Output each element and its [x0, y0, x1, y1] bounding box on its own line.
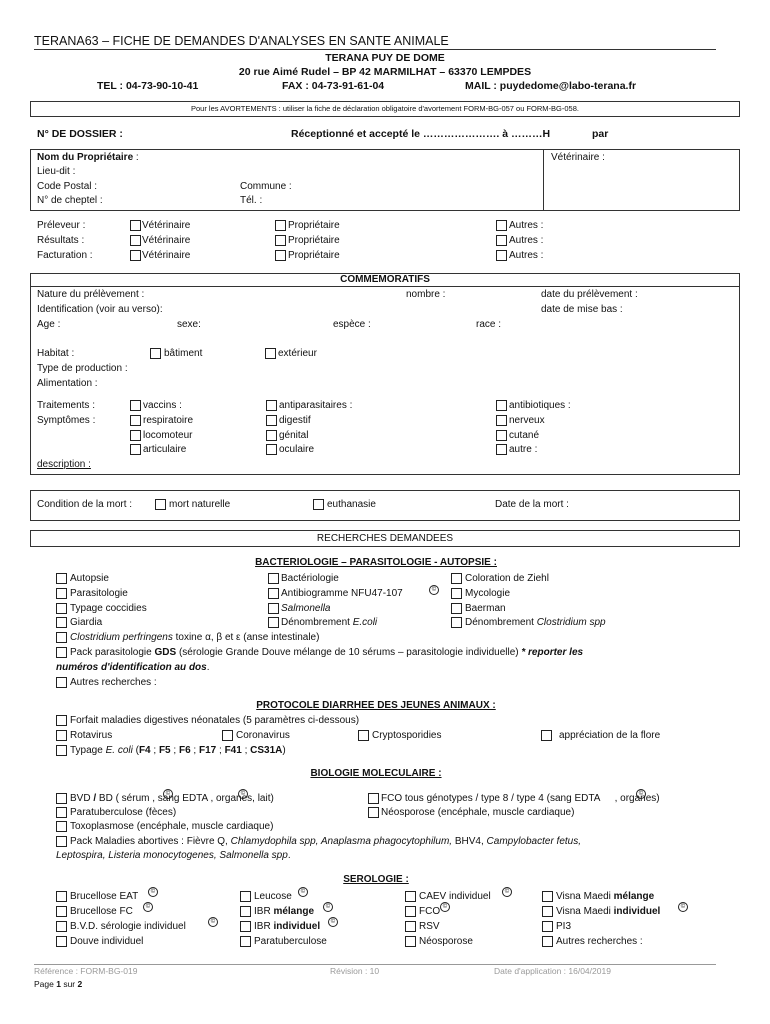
antibiogramme-checkbox[interactable]: [268, 588, 279, 599]
pack-abortives-species1: Chlamydophila spp, Anaplasma phagocytophilum,: [230, 836, 453, 847]
brucellose-fc-checkbox[interactable]: [56, 906, 67, 917]
typage-ecoli-label: [70, 745, 286, 756]
org-address: 20 rue Aimé Rudel – BP 42 MARMILHAT – 63370 LEMPDES: [238, 66, 532, 78]
footer-revision: Révision : 10: [330, 966, 380, 976]
digestif-label: digestif: [279, 415, 311, 426]
ibr-individuel-checkbox[interactable]: [240, 921, 251, 932]
neosporose-sero-checkbox[interactable]: [405, 936, 416, 947]
accredited-icon: [429, 583, 439, 595]
bvd-bd-checkbox[interactable]: [56, 793, 67, 804]
typage-cs31a: CS31A: [250, 745, 283, 756]
accredited-icon: [298, 885, 308, 897]
autre-label: autre :: [509, 444, 538, 455]
typage-sep5: ;: [241, 745, 251, 756]
respiratoire-label: respiratoire: [143, 415, 194, 426]
page-total: 2: [77, 979, 83, 989]
exterieur-label: extérieur: [278, 348, 317, 359]
denombrement-clost-species: Clostridium spp: [536, 617, 606, 628]
respiratoire-checkbox[interactable]: [130, 415, 141, 426]
pack-abortives-species2: Campylobacter fetus,: [486, 836, 582, 847]
paratub-molec-checkbox[interactable]: [56, 807, 67, 818]
vaccins-label: vaccins :: [143, 400, 182, 411]
accredited-icon: [143, 900, 153, 912]
bacteriologie-label: Bactériologie: [281, 573, 339, 584]
pack-abortives-line2: [56, 850, 291, 861]
paratub-sero-checkbox[interactable]: [240, 936, 251, 947]
accredited-icon: [328, 915, 338, 927]
typage-f41: F41: [224, 745, 242, 756]
mort-naturelle-checkbox[interactable]: [155, 499, 166, 510]
pack-abortives-label: [70, 836, 581, 847]
accredited-icon: [678, 900, 688, 912]
bvd-organes: , organes, lait): [210, 793, 274, 804]
locomoteur-label: locomoteur: [143, 430, 193, 441]
coloration-checkbox[interactable]: [451, 573, 462, 584]
typage-coccidies-checkbox[interactable]: [56, 603, 67, 614]
euthanasie-checkbox[interactable]: [313, 499, 324, 510]
typage-f4: F4: [138, 745, 151, 756]
denombrement-ecoli-text: Dénombrement: [281, 617, 353, 628]
forfait-label: Forfait maladies digestives néonatales (5 paramètres ci-dessous): [70, 715, 360, 726]
pi3-label: PI3: [556, 921, 572, 932]
parasitologie-label: Parasitologie: [70, 588, 128, 599]
typage-sep1: ;: [150, 745, 159, 756]
dossier-received: Réceptionné et accepté le …………………. à ………H: [291, 128, 551, 140]
facturation-vet-label: Vétérinaire: [142, 250, 191, 261]
bvd-sero-checkbox[interactable]: [56, 921, 67, 932]
accredited-icon: [163, 787, 173, 799]
denombrement-ecoli-species: E.coli: [352, 617, 378, 628]
digestif-checkbox[interactable]: [266, 415, 277, 426]
bvd-text: BVD: [70, 793, 94, 804]
owner-name-row: [37, 152, 139, 163]
typage-paren-close: ): [282, 745, 286, 756]
exterieur-checkbox[interactable]: [265, 348, 276, 359]
antiparasitaires-checkbox[interactable]: [266, 400, 277, 411]
page-text: Page: [34, 979, 57, 989]
owner-cheptel: N° de cheptel :: [37, 195, 103, 206]
crypto-label: Cryptosporidies: [372, 730, 442, 741]
visna-individuel-text: Visna Maedi: [556, 906, 614, 917]
batiment-checkbox[interactable]: [150, 348, 161, 359]
visna-melange-bold: mélange: [613, 891, 655, 902]
oculaire-checkbox[interactable]: [266, 444, 277, 455]
sero-title: SEROLOGIE :: [343, 874, 409, 885]
typage-sep2: ;: [170, 745, 179, 756]
role-preleveur: Préleveur :: [37, 220, 86, 231]
page-sur: sur: [60, 979, 78, 989]
visna-individuel-bold: individuel: [613, 906, 661, 917]
accredited-icon: [323, 900, 333, 912]
clostridium-checkbox[interactable]: [56, 632, 67, 643]
typage-paren-open: (: [132, 745, 139, 756]
diarrhee-title: PROTOCOLE DIARRHEE DES JEUNES ANIMAUX :: [256, 700, 496, 711]
death-condition: Condition de la mort :: [37, 499, 133, 510]
typage-f6: F6: [178, 745, 191, 756]
fco-sero-checkbox[interactable]: [405, 906, 416, 917]
giardia-checkbox[interactable]: [56, 617, 67, 628]
dossier-par: par: [592, 128, 609, 140]
ibr-individuel-text: IBR: [254, 921, 274, 932]
alimentation: Alimentation :: [37, 378, 98, 389]
pack-abortives-bhv4: BHV4,: [452, 836, 487, 847]
ibr-melange-label: [254, 906, 314, 917]
preleveur-vet-label: Vétérinaire: [142, 220, 191, 231]
description-label: description :: [37, 459, 91, 470]
pack-parasitologie-label: [70, 647, 583, 658]
preleveur-prop-label: Propriétaire: [288, 220, 340, 231]
facturation-prop-checkbox[interactable]: [275, 250, 286, 261]
visna-melange-text: Visna Maedi: [556, 891, 614, 902]
traitements: Traitements :: [37, 400, 95, 411]
antiparasitaires-label: antiparasitaires :: [279, 400, 353, 411]
ibr-melange-bold: mélange: [273, 906, 315, 917]
typage-coccidies-label: Typage coccidies: [70, 603, 147, 614]
accredited-icon: [238, 787, 248, 799]
paratub-molec-label: Paratuberculose (fèces): [70, 807, 177, 818]
antibiotiques-checkbox[interactable]: [496, 400, 507, 411]
douve-checkbox[interactable]: [56, 936, 67, 947]
fco-text: FCO tous génotypes / type 8 / type 4 (sang EDTA: [381, 793, 603, 804]
pack-period: .: [206, 662, 210, 673]
oculaire-label: oculaire: [279, 444, 315, 455]
title-rule: [34, 49, 716, 50]
resultats-prop-label: Propriétaire: [288, 235, 340, 246]
recherches-title: RECHERCHES DEMANDEES: [316, 533, 454, 544]
fco-genotypes-label: [381, 793, 660, 804]
owner-name-colon: :: [133, 152, 139, 163]
age: Age :: [37, 319, 61, 330]
autre-checkbox[interactable]: [496, 444, 507, 455]
vaccins-checkbox[interactable]: [130, 400, 141, 411]
rotavirus-label: Rotavirus: [70, 730, 113, 741]
resultats-autres-label: Autres :: [509, 235, 544, 246]
resultats-vet-checkbox[interactable]: [130, 235, 141, 246]
bvd-serum: BD ( sérum: [96, 793, 153, 804]
accredited-icon: [208, 915, 218, 927]
typage-text: Typage: [70, 745, 106, 756]
clostridium-species: Clostridium perfringens: [70, 632, 173, 643]
brucellose-eat-label: Brucellose EAT: [70, 891, 139, 902]
preleveur-vet-checkbox[interactable]: [130, 220, 141, 231]
pack-gds: GDS: [154, 647, 177, 658]
autres-recherches-bact-label: Autres recherches :: [70, 677, 157, 688]
facturation-prop-label: Propriétaire: [288, 250, 340, 261]
pi3-checkbox[interactable]: [542, 921, 553, 932]
role-resultats: Résultats :: [37, 235, 85, 246]
ibr-individuel-bold: individuel: [273, 921, 321, 932]
fco-genotypes-checkbox[interactable]: [368, 793, 379, 804]
douve-label: Douve individuel: [70, 936, 144, 947]
denombrement-clost-text: Dénombrement: [465, 617, 537, 628]
salmonella-checkbox[interactable]: [268, 603, 279, 614]
leucose-label: Leucose: [254, 891, 292, 902]
mort-naturelle-label: mort naturelle: [169, 499, 231, 510]
accredited-icon: [502, 885, 512, 897]
pack-parasitologie-checkbox[interactable]: [56, 647, 67, 658]
antibiotiques-label: antibiotiques :: [509, 400, 571, 411]
autres-sero-checkbox[interactable]: [542, 936, 553, 947]
resultats-autres-checkbox[interactable]: [496, 235, 507, 246]
genital-checkbox[interactable]: [266, 430, 277, 441]
preleveur-autres-checkbox[interactable]: [496, 220, 507, 231]
cutane-checkbox[interactable]: [496, 430, 507, 441]
role-facturation: Facturation :: [37, 250, 93, 261]
typage-ecoli-checkbox[interactable]: [56, 745, 67, 756]
baerman-label: Baerman: [465, 603, 506, 614]
pack-reporter: * reporter les: [521, 647, 584, 658]
autres-sero-label: Autres recherches :: [556, 936, 643, 947]
org-name: TERANA PUY DE DOME: [325, 52, 445, 64]
visna-melange-checkbox[interactable]: [542, 891, 553, 902]
nature-prelevement: Nature du prélèvement :: [37, 289, 145, 300]
resultats-prop-checkbox[interactable]: [275, 235, 286, 246]
antibiogramme-label: Antibiogramme NFU47-107: [281, 588, 403, 599]
facturation-vet-checkbox[interactable]: [130, 250, 141, 261]
denombrement-ecoli-label: [281, 617, 377, 628]
coronavirus-checkbox[interactable]: [222, 730, 233, 741]
rsv-label: RSV: [419, 921, 440, 932]
caev-checkbox[interactable]: [405, 891, 416, 902]
flore-checkbox[interactable]: [541, 730, 552, 741]
page-number: 1: [56, 979, 61, 989]
nombre: nombre :: [406, 289, 446, 300]
caev-label: CAEV individuel: [419, 891, 491, 902]
owner-code-postal: Code Postal :: [37, 181, 98, 192]
owner-tel: Tél. :: [240, 195, 263, 206]
owner-divider: [543, 150, 544, 210]
giardia-label: Giardia: [70, 617, 103, 628]
facturation-autres-checkbox[interactable]: [496, 250, 507, 261]
nerveux-label: nerveux: [509, 415, 545, 426]
denombrement-clost-checkbox[interactable]: [451, 617, 462, 628]
cutane-label: cutané: [509, 430, 540, 441]
salmonella-label: Salmonella: [281, 603, 331, 614]
rotavirus-checkbox[interactable]: [56, 730, 67, 741]
molec-title: BIOLOGIE MOLECULAIRE :: [310, 768, 442, 779]
ibr-melange-text: IBR: [254, 906, 274, 917]
fco-organes: , organes): [614, 793, 660, 804]
clostridium-text: toxine α, β et ε (anse intestinale): [172, 632, 320, 643]
pack-text-a: Pack parasitologie: [70, 647, 155, 658]
toxo-checkbox[interactable]: [56, 821, 67, 832]
document-title: TERANA63 – FICHE DE DEMANDES D'ANALYSES EN SANTE ANIMALE: [34, 34, 449, 48]
org-mail: MAIL : puydedome@labo-terana.fr: [465, 80, 637, 92]
pack-abortives-checkbox[interactable]: [56, 836, 67, 847]
pack-abortives-species3: Leptospira, Listeria monocytogenes, Salmonella spp: [56, 850, 288, 861]
race: race :: [476, 319, 502, 330]
typage-f17: F17: [198, 745, 217, 756]
typage-sep3: ;: [190, 745, 199, 756]
coronavirus-label: Coronavirus: [236, 730, 290, 741]
pack-abortives-text: Pack Maladies abortives : Fièvre Q,: [70, 836, 231, 847]
abortion-note: Pour les AVORTEMENTS : utiliser la fiche de déclaration obligatoire d'avortement FORM-BG-057 ou FORM-BG-058.: [191, 104, 579, 113]
footer-reference: Référence : FORM-BG-019: [34, 966, 138, 976]
forfait-checkbox[interactable]: [56, 715, 67, 726]
preleveur-prop-checkbox[interactable]: [275, 220, 286, 231]
mycologie-label: Mycologie: [465, 588, 511, 599]
abortion-note-box: [30, 101, 740, 117]
typage-species: E. coli: [105, 745, 133, 756]
footer-page: [34, 979, 82, 989]
bvd-sero-label: B.V.D. sérologie individuel: [70, 921, 186, 932]
commemoratifs-rule: [30, 286, 740, 287]
bvd-slash: /: [93, 793, 97, 804]
articulaire-checkbox[interactable]: [130, 444, 141, 455]
neosporose-molec-label: Néosporose (encéphale, muscle cardiaque): [381, 807, 575, 818]
mycologie-checkbox[interactable]: [451, 588, 462, 599]
death-box: [30, 490, 740, 521]
neosporose-molec-checkbox[interactable]: [368, 807, 379, 818]
visna-individuel-label: [556, 906, 660, 917]
pack-numeros: numéros d'identification au dos: [56, 662, 207, 673]
org-fax: FAX : 04-73-91-61-04: [282, 80, 385, 92]
dossier-label: N° DE DOSSIER :: [37, 128, 123, 140]
typage-sep4: ;: [216, 745, 225, 756]
pack-abortives-period: .: [287, 850, 291, 861]
visna-individuel-checkbox[interactable]: [542, 906, 553, 917]
autopsie-label: Autopsie: [70, 573, 109, 584]
preleveur-autres-label: Autres :: [509, 220, 544, 231]
autopsie-checkbox[interactable]: [56, 573, 67, 584]
facturation-autres-label: Autres :: [509, 250, 544, 261]
denombrement-clost-label: [465, 617, 606, 628]
symptomes: Symptômes :: [37, 415, 96, 426]
bacteriologie-checkbox[interactable]: [268, 573, 279, 584]
ibr-individuel-label: [254, 921, 320, 932]
habitat: Habitat :: [37, 348, 75, 359]
footer-rule: [34, 964, 716, 965]
coloration-label: Coloration de Ziehl: [465, 573, 549, 584]
bacterio-title: BACTERIOLOGIE – PARASITOLOGIE - AUTOPSIE :: [255, 557, 497, 568]
owner-lieu-dit: Lieu-dit :: [37, 166, 76, 177]
batiment-label: bâtiment: [164, 348, 203, 359]
org-tel: TEL : 04-73-90-10-41: [97, 80, 199, 92]
flore-label: appréciation de la flore: [559, 730, 661, 741]
ibr-melange-checkbox[interactable]: [240, 906, 251, 917]
baerman-checkbox[interactable]: [451, 603, 462, 614]
date-prelevement: date du prélèvement :: [541, 289, 638, 300]
espece: espèce :: [333, 319, 371, 330]
typage-f5: F5: [158, 745, 171, 756]
date-mise-bas: date de mise bas :: [541, 304, 623, 315]
leucose-checkbox[interactable]: [240, 891, 251, 902]
owner-name-label: Nom du Propriétaire: [37, 152, 134, 163]
sexe: sexe:: [177, 319, 201, 330]
neosporose-sero-label: Néosporose: [419, 936, 473, 947]
brucellose-eat-checkbox[interactable]: [56, 891, 67, 902]
accredited-icon: [636, 787, 646, 799]
owner-commune: Commune :: [240, 181, 292, 192]
accredited-icon: [440, 900, 450, 912]
brucellose-fc-label: Brucellose FC: [70, 906, 133, 917]
footer-date: Date d'application : 16/04/2019: [494, 966, 611, 976]
death-date: Date de la mort :: [495, 499, 569, 510]
pack-parasitologie-line2: [56, 662, 210, 673]
genital-label: génital: [279, 430, 309, 441]
crypto-checkbox[interactable]: [358, 730, 369, 741]
autres-recherches-bact-checkbox[interactable]: [56, 677, 67, 688]
accredited-icon: [148, 885, 158, 897]
recherches-box: [30, 530, 740, 547]
nerveux-checkbox[interactable]: [496, 415, 507, 426]
toxo-label: Toxoplasmose (encéphale, muscle cardiaque): [70, 821, 274, 832]
resultats-vet-label: Vétérinaire: [142, 235, 191, 246]
commemoratifs-title: COMMEMORATIFS: [340, 274, 430, 285]
type-production: Type de production :: [37, 363, 128, 374]
rsv-checkbox[interactable]: [405, 921, 416, 932]
identification: Identification (voir au verso):: [37, 304, 163, 315]
bvd-sang: , sang EDTA: [152, 793, 211, 804]
clostridium-label: [70, 632, 319, 643]
articulaire-label: articulaire: [143, 444, 187, 455]
paratub-sero-label: Paratuberculose: [254, 936, 327, 947]
locomoteur-checkbox[interactable]: [130, 430, 141, 441]
fco-sero-label: FCO: [419, 906, 441, 917]
parasitologie-checkbox[interactable]: [56, 588, 67, 599]
euthanasie-label: euthanasie: [327, 499, 376, 510]
owner-veterinaire: Vétérinaire :: [551, 152, 605, 163]
denombrement-ecoli-checkbox[interactable]: [268, 617, 279, 628]
pack-text-c: (sérologie Grande Douve mélange de 10 sérums – parasitologie individuelle): [176, 647, 522, 658]
visna-melange-label: [556, 891, 654, 902]
